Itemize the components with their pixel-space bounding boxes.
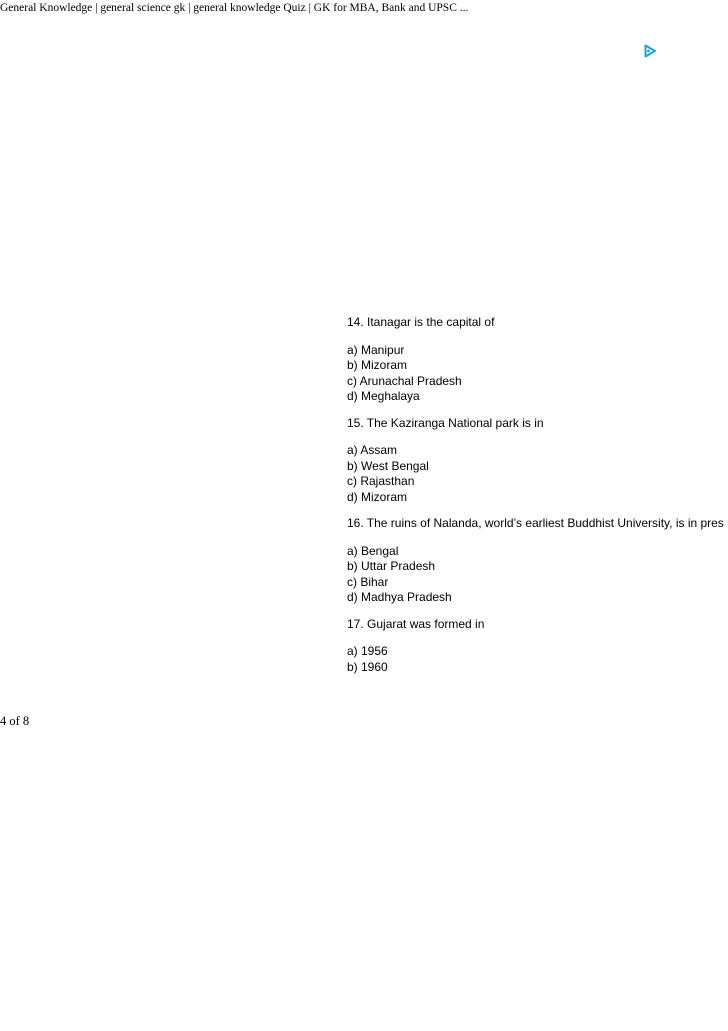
question-text: 15. The Kaziranga National park is in	[347, 415, 544, 430]
option-b: b) West Bengal	[347, 458, 429, 473]
option-c: c) Rajasthan	[347, 474, 415, 488]
option-list	[347, 544, 728, 606]
question-text: 17. Gujarat was formed in	[347, 616, 485, 631]
question-block-16	[347, 516, 728, 606]
option-d: d) Mizoram	[347, 489, 408, 504]
option-d: d) Meghalaya	[347, 389, 420, 403]
page-title: General Knowledge | general science gk | general knowledge Quiz | GK for MBA, Bank and UPSC ...	[0, 2, 469, 14]
quiz-content	[347, 315, 728, 686]
question-block-14	[347, 315, 728, 405]
option-list	[347, 343, 728, 405]
adchoices-icon[interactable]	[643, 44, 657, 58]
option-a: a) Assam	[347, 443, 398, 457]
question-text: 14. Itanagar is the capital of	[347, 315, 495, 329]
option-b: b) Uttar Pradesh	[347, 559, 436, 573]
option-a: a) Bengal	[347, 543, 399, 558]
option-a: a) Manipur	[347, 342, 405, 357]
option-c: c) Arunachal Pradesh	[347, 373, 462, 388]
option-b: b) 1960	[347, 659, 388, 674]
question-block-15	[347, 416, 728, 506]
question-text: 16. The ruins of Nalanda, world’s earliest Buddhist University, is in pres	[347, 516, 724, 530]
page-number: 4 of 8	[0, 714, 30, 728]
option-c: c) Bihar	[347, 574, 389, 589]
option-d: d) Madhya Pradesh	[347, 590, 452, 604]
option-list	[347, 644, 728, 675]
option-b: b) Mizoram	[347, 358, 408, 372]
option-list	[347, 443, 728, 505]
option-a: a) 1956	[347, 644, 388, 658]
question-block-17	[347, 617, 728, 676]
